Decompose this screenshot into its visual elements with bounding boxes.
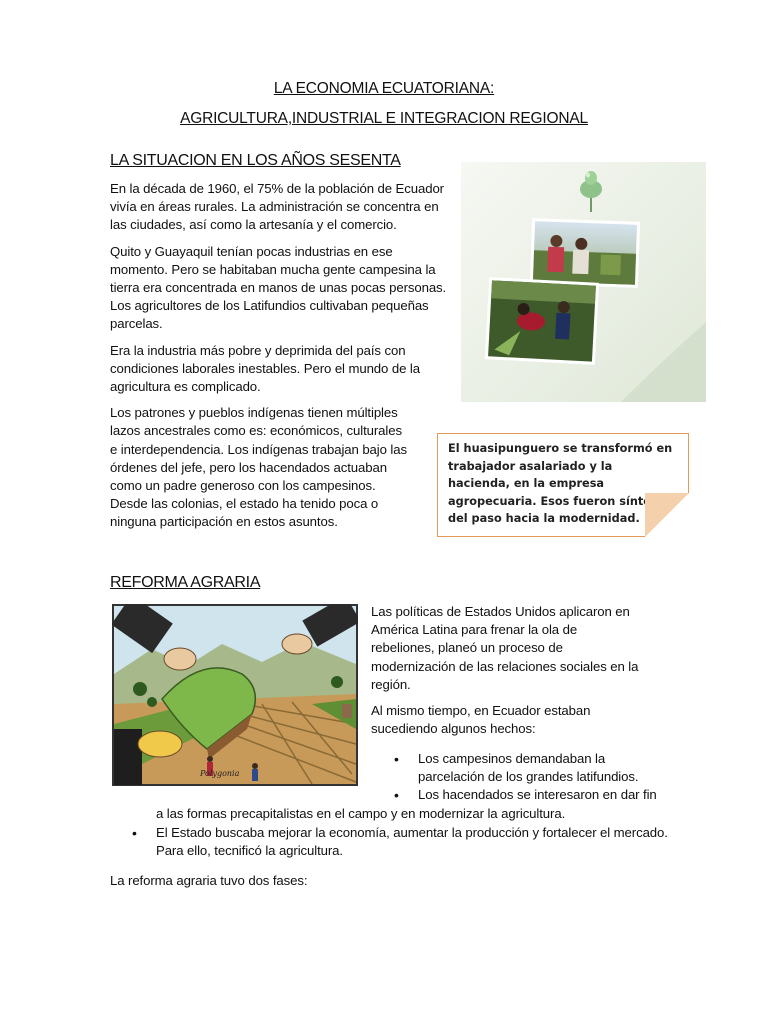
section-heading-situacion: LA SITUACION EN LOS AÑOS SESENTA <box>110 152 401 169</box>
photo-farm-workers <box>485 277 599 365</box>
list-item: • El Estado buscaba mejorar la economía, aumentar la producción y fortalecer el mercado. Para ello, tecnificó la agricultura. <box>156 824 676 860</box>
page-title: LA ECONOMIA ECUATORIANA: <box>273 80 495 97</box>
section-heading-reforma: REFORMA AGRARIA <box>110 574 261 591</box>
callout-page-fold <box>645 493 689 537</box>
bullet-list-full <box>156 824 676 860</box>
paragraph: Los patrones y pueblos indígenas tienen múltiples lazos ancestrales como es: económicos, culturales e interdependencia. Los indígenas trabajan bajo las órdenes del jefe, pero los hacendados actuaban como un padre generoso con los campesinos. Desde las colonias, el estado ha tenido poca o ninguna participación en estos asuntos. <box>110 405 407 530</box>
section-situacion-body <box>110 180 450 540</box>
paragraph: En la década de 1960, el 75% de la población de Ecuador vivía en áreas rurales. La administración se concentra en las ciudades, así como la artesanía y el comercio. <box>110 181 444 233</box>
sticky-note-graphic <box>461 162 706 402</box>
page-subtitle: AGRICULTURA,INDUSTRIAL E INTEGRACION REGIONAL <box>180 110 588 127</box>
paragraph: Era la industria más pobre y deprimida del país con condiciones laborales inestables. Pero el mundo de la agricultura es complicado. <box>110 342 420 395</box>
paragraph: Quito y Guayaquil tenían pocas industrias en ese momento. Pero se habitaban mucha gente campesina la tierra era concentrada en manos de unas pocas personas. Los agricultores de los Latifundios cultivaban pequeñas parcelas. <box>110 243 447 332</box>
reforma-agraria-illustration <box>112 604 358 786</box>
bullet-continuation: a las formas precapitalistas en el campo y en modernizar la agricultura. <box>156 806 566 821</box>
photo-indigenous-women <box>530 218 640 288</box>
list-item: • Los campesinos demandaban la parcelación de los grandes latifundios. <box>418 750 663 786</box>
illustration-signature: Polygonia <box>200 769 240 778</box>
paragraph: Las políticas de Estados Unidos aplicaron en América Latina para frenar la ola de rebeliones, planeó un proceso de modernización de las relaciones sociales en la región. <box>371 604 639 692</box>
paragraph: Al mismo tiempo, en Ecuador estaban sucediendo algunos hechos: <box>371 703 591 737</box>
list-item: • Los hacendados se interesaron en dar fin <box>418 786 663 804</box>
callout-box <box>437 433 689 537</box>
callout-text: El huasipunguero se transformó en trabajador asalariado y la hacienda, en la empresa agropecuaria. Esos fueron síntomas del paso hacia la modernidad. <box>448 442 678 525</box>
bullet-list-indented <box>418 750 663 805</box>
closing-line: La reforma agraria tuvo dos fases: <box>110 873 308 888</box>
sticky-note-photos <box>461 162 706 402</box>
illustration-graphic <box>112 604 358 786</box>
section-reforma-body <box>371 603 641 746</box>
